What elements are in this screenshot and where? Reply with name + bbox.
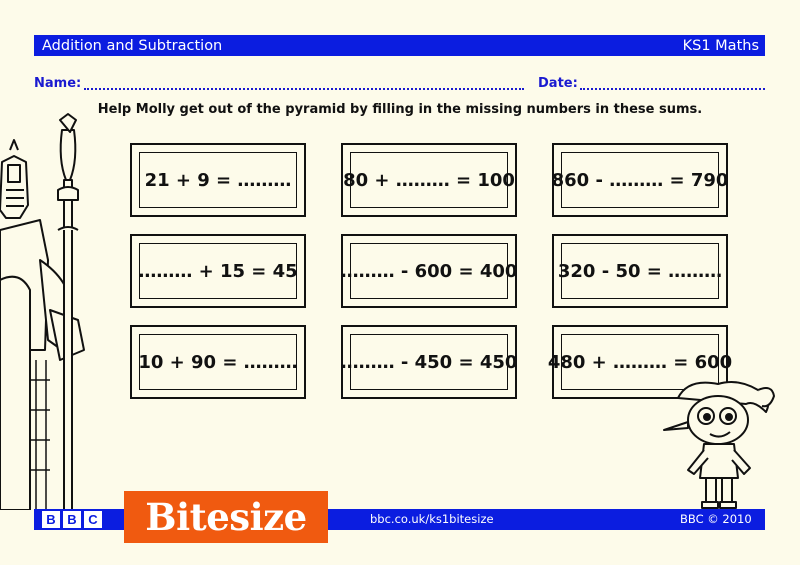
sum-box [130,143,306,217]
molly-character-illustration [658,378,778,510]
sum-box [341,325,517,399]
sum-box [341,143,517,217]
name-date-row [34,76,765,94]
footer-url[interactable]: bbc.co.uk/ks1bitesize [370,512,494,526]
sum-text[interactable]: ……… - 600 = 400 [340,260,518,282]
bitesize-logo: Bitesize [124,491,328,543]
sum-text[interactable]: ……… - 450 = 450 [340,351,518,373]
sum-text[interactable]: 480 + ……… = 600 [547,351,733,373]
date-label: Date: [538,76,578,91]
bbc-logo [42,511,102,528]
header-bar [34,35,765,56]
name-label: Name: [34,76,82,91]
bbc-logo-letter: C [84,511,102,528]
pharaoh-guard-illustration [0,110,110,510]
key-stage-label: KS1 Maths [682,37,759,54]
name-field[interactable] [84,80,524,90]
sum-text[interactable]: ……… + 15 = 45 [138,260,298,282]
bbc-logo-letter: B [42,511,60,528]
sum-box [130,325,306,399]
sum-text[interactable]: 320 - 50 = ……… [557,260,723,282]
sum-text[interactable]: 10 + 90 = ……… [138,351,298,373]
sum-box [552,234,728,308]
worksheet-title: Addition and Subtraction [42,37,223,54]
sum-box [552,143,728,217]
instructions: Help Molly get out of the pyramid by filling in the missing numbers in these sums. [97,102,703,117]
bbc-logo-letter: B [63,511,81,528]
sum-text[interactable]: 80 + ……… = 100 [343,169,515,191]
sum-text[interactable]: 860 - ……… = 790 [551,169,729,191]
sum-box [341,234,517,308]
date-field[interactable] [580,80,765,90]
sum-box [130,234,306,308]
sum-text[interactable]: 21 + 9 = ……… [144,169,292,191]
copyright-text: BBC © 2010 [680,512,752,526]
